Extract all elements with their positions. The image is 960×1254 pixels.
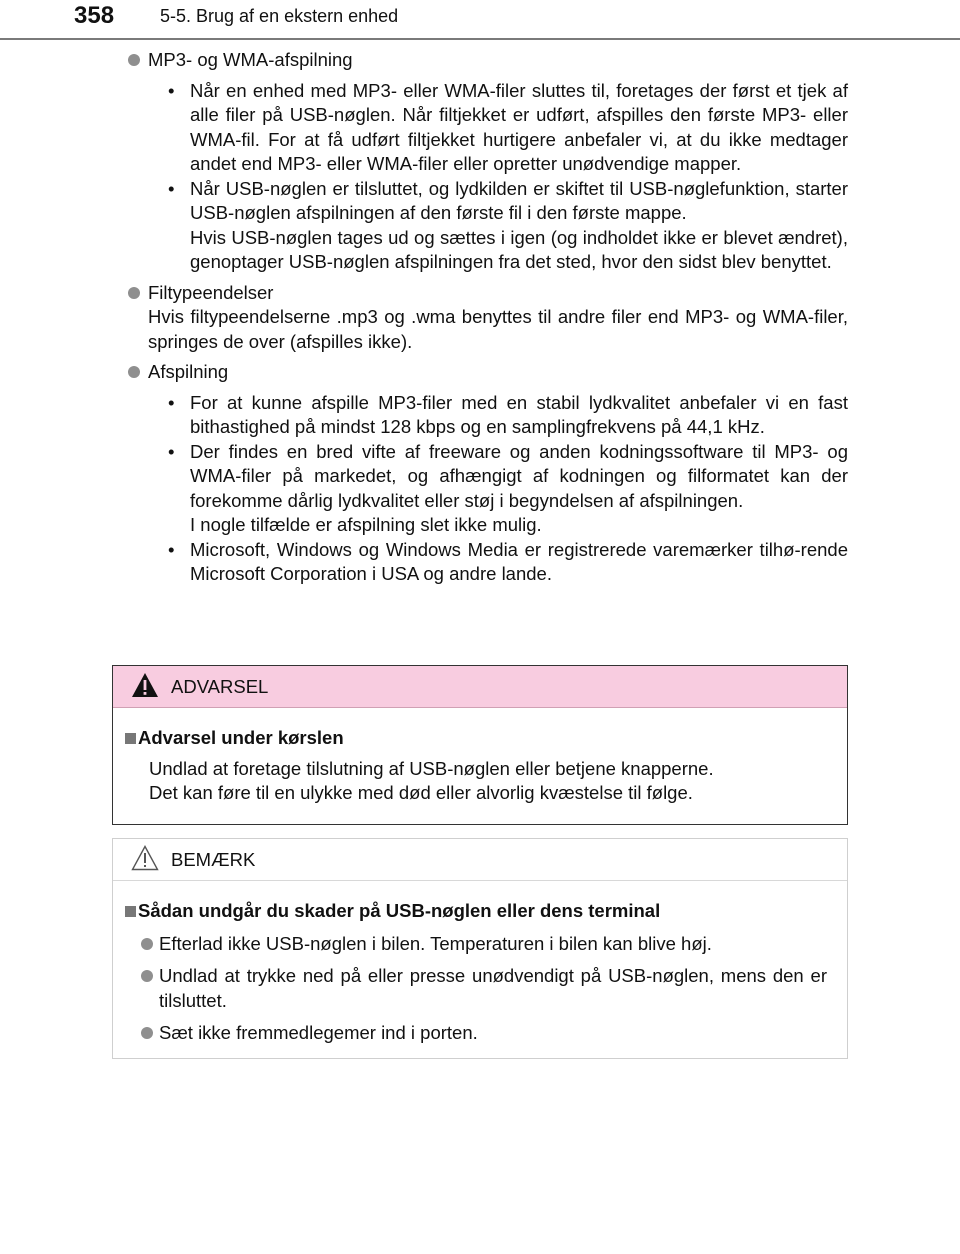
bullet-dot — [128, 287, 140, 299]
section-heading: Afspilning — [148, 361, 229, 382]
bullet-list — [148, 79, 848, 275]
warning-triangle-icon — [131, 672, 159, 698]
section-body: Hvis filtypeendelserne .mp3 og .wma benyttes til andre filer end MP3- og WMA-filer, springes de over (afspilles ikke). — [148, 306, 848, 352]
warning-box — [112, 665, 848, 825]
notice-body — [113, 881, 847, 1046]
list-item: • Der findes en bred vifte af freeware og anden kodningssoftware til MP3- og WMA-filer på markedet, og afhængigt af kodningen og filformatet kan der forekomme dårlig lydkvalitet eller støj i begyndelsen af afspilningen. I nogle tilfælde er afspilning slet ikke mulig. — [148, 440, 848, 538]
bullet-dot — [128, 366, 140, 378]
main-content — [128, 48, 848, 593]
bullet-dot — [141, 1027, 153, 1039]
notice-item-text: Sæt ikke fremmedlegemer ind i porten. — [159, 1022, 478, 1043]
notice-list-item — [125, 932, 827, 957]
notice-item-title: Sådan undgår du skader på USB-nøglen eller dens terminal — [138, 900, 661, 921]
list-item-text: Microsoft, Windows og Windows Media er registrerede varemærker tilhø-rende Microsoft Corporation i USA og andre lande. — [190, 538, 848, 584]
header-rule — [0, 38, 960, 40]
section-playback — [128, 360, 848, 587]
warning-body — [113, 708, 847, 806]
page-number: 358 — [74, 2, 115, 29]
notice-item-text: Undlad at trykke ned på eller presse unødvendigt på USB-nøglen, mens den er tilsluttet. — [159, 965, 827, 1011]
section-heading: Filtypeendelser — [148, 281, 274, 303]
section-mp3-wma — [128, 48, 848, 275]
notice-item-text: Efterlad ikke USB-nøglen i bilen. Temperaturen i bilen kan blive høj. — [159, 932, 712, 954]
warning-item-text — [125, 757, 827, 806]
list-item-text: Der findes en bred vifte af freeware og anden kodningssoftware til MP3- og WMA-filer på markedet, og afhængigt af kodningen og filformatet kan der forekomme dårlig lydkvalitet eller støj i begyndelsen af afspilningen. — [190, 440, 848, 511]
square-bullet — [125, 906, 136, 917]
list-item: • Når en enhed med MP3- eller WMA-filer sluttes til, foretages der først et tjek af alle filer på USB-nøglen. Når filtjekket er udført, afspilles den første MP3- eller WMA-fil. For at få udført filtjekket hurtigere anbefaler vi, at du ikke medtager andet end MP3- eller WMA-filer eller opretter unødvendige mapper. — [148, 79, 848, 177]
notice-list-item — [125, 1021, 827, 1046]
warning-label: ADVARSEL — [171, 676, 269, 697]
notice-header — [113, 839, 847, 881]
square-bullet — [125, 733, 136, 744]
bullet-list — [148, 391, 848, 587]
list-item-text: Når en enhed med MP3- eller WMA-filer sluttes til, foretages der først et tjek af alle filer på USB-nøglen. Når filtjekket er udført, afspilles den første MP3- eller WMA-fil. For at få udført filtjekket hurtigere anbefaler vi, at du ikke medtager andet end MP3- eller WMA-filer eller opretter unødvendige mapper. — [190, 79, 848, 174]
list-item: • Når USB-nøglen er tilsluttet, og lydkilden er skiftet til USB-nøglefunktion, starter USB-nøglen afspilningen af den første fil i den første mappe. Hvis USB-nøglen tages ud og sættes i igen (og indholdet ikke er blevet ændret), genoptager USB-nøglen afspilningen fra det sted, hvor den sidst blev benyttet. — [148, 177, 848, 275]
warning-line: Undlad at foretage tilslutning af USB-nøglen eller betjene knapperne. — [149, 757, 714, 779]
warning-line: Det kan føre til en ulykke med død eller alvorlig kvæstelse til følge. — [149, 782, 693, 803]
notice-list-item — [125, 964, 827, 1013]
list-item-text: I nogle tilfælde er afspilning slet ikke mulig. — [190, 514, 542, 535]
list-item-text: Hvis USB-nøglen tages ud og sættes i igen (og indholdet ikke er blevet ændret), genoptager USB-nøglen afspilningen fra det sted, hvor den sidst blev benyttet. — [190, 226, 848, 272]
warning-header — [113, 666, 847, 708]
page-header — [0, 0, 960, 42]
list-item: • For at kunne afspille MP3-filer med en stabil lydkvalitet anbefaler vi en fast bithastighed på mindst 128 kbps og en samplingfrekvens på 44,1 kHz. — [148, 391, 848, 440]
notice-triangle-icon — [131, 845, 159, 871]
list-item: • Microsoft, Windows og Windows Media er registrerede varemærker tilhø-rende Microsoft Corporation i USA og andre lande. — [148, 538, 848, 587]
section-title: 5-5. Brug af en ekstern enhed — [160, 6, 399, 26]
bullet-dot — [141, 970, 153, 982]
section-file-extensions — [128, 281, 848, 355]
section-heading: MP3- og WMA-afspilning — [148, 49, 353, 70]
warning-item-title: Advarsel under kørslen — [138, 727, 344, 748]
list-item-text: Når USB-nøglen er tilsluttet, og lydkilden er skiftet til USB-nøglefunktion, starter USB-nøglen afspilningen af den første fil i den første mappe. — [190, 177, 848, 223]
bullet-dot — [141, 938, 153, 950]
list-item-text: For at kunne afspille MP3-filer med en stabil lydkvalitet anbefaler vi en fast bithastighed på mindst 128 kbps og en samplingfrekvens på 44,1 kHz. — [190, 391, 848, 437]
notice-label: BEMÆRK — [171, 849, 256, 870]
bullet-dot — [128, 54, 140, 66]
notice-box — [112, 838, 848, 1059]
